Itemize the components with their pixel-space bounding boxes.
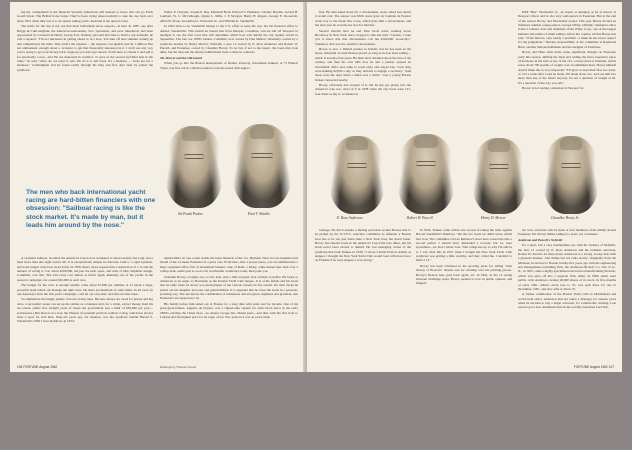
- paragraph: Chandler Hovey, at eighty-two, is tall, lean, only a little stooped, and, at times, irascible. He looks so American as an eagle, as Bostonian as the Eastern Yacht Club burgee. It is of his family and his boats that he talks when he shows you photographs of the various vessels he has owned. On their decks he points out his daughter and sons and grandchildren. It is apparent that he loves the boats in a personal, yearning way. The sun knows the combination of tenderness and arrogance, lightness and grandeur, that Easterners are supposed to be.: [160, 274, 298, 301]
- paragraph: In 1934, Yankee came within one second of taking the trials against Harold Vanderbilt's Rainbow. "On the two boats we didn't know which had won. The committee told us Rainbow's mast had crossed the line a second earlier. I should have demanded a recount, but we were sportsmen—we had a better boat. That brings me up to why I'm still in it. I was what this in 1937 when I bought the New York Yacht Club syndicate was getting a little wealthy, and they called me. I decided to build a 12.": [416, 228, 512, 263]
- portrait-illustration: [232, 124, 292, 208]
- left-lower-column-1: [17, 256, 153, 364]
- section-subhead: Mr. Mercer and the Old Guard: [160, 55, 202, 60]
- portrait-caption: E. Ross Anderson: [337, 216, 363, 220]
- portrait-illustration: [472, 138, 526, 214]
- right-lower-column-1: [315, 228, 411, 364]
- paragraph: His family before him sailed out of Boston for a long time with pride and for income. One of his great-great-fathers, Augusto de Peyster, was a clipper-ship captain for John Jacob Astor in the early 1800's, piloting the China Seas—an annual voyage into distant parts—and then with the first boat to London and the highest price for its cargo of tea. Two years in a row, in years when: [160, 301, 298, 319]
- right-column-2: [416, 10, 512, 135]
- paragraph: Several months later he and John Jacob Astor walking down Broadway in New York. Astor stopped to talk and said, "Captain, I want you to know that that chronometer cost me $100,000. Good-day." Somehow, that was the captain's chronometer.: [315, 28, 411, 46]
- paragraph: The battle for the cup is not one that most individuals never expects—at best. In 1887, one after Briggs & Cum-singham, the American team-author, Scrt. sportsman, and racer Jahrelbech, had been approached by Connecticut Henry Lerney Fort. Ramsey just said he'd like to build a cup defender, he told a reporter: "I'm not interested in getting ahead or in a boat. You take off next summer turning up and competing in the trials. This event's the expense ... the expense cost ignably just $1.1 million. But not enthusiastic enough about a 12-meter to get that financially interested in it. I don't see any way you're going to get your money back. Suppose you don't get chosen. You'll have to charter it and sell it for practically a loss—and I'm not interested in sacrifice. To give us the second and third best in the trials," he said, "After all, we want to win. We do it to sell boats. It's a business — boats are not a business." Cunningham and he found easily through his help and five days later he joined the syndicate.: [17, 24, 153, 72]
- page-folio: 106 FORTUNE August 1962: [17, 365, 58, 369]
- paragraph: Emil "Bus" Mosbacher Jr., an expert at skipping as he is known at Newport, fitted, and is also very well-known in Easterner. But at the end of the season Hovey and Mosbacher parted. This year Hovey invited an infamous number young expert, George O'Day, Olympic champion sailor in the 5.5-meter class and chairman of the O'Day Corp., one of the largest builders and sellers of small sailing craft in the country. Of this Hovey has said, "If the fellows, very nearly a problem—I think he has never respect for my judgement." Sharing responsibility at the committee is Raymond Hunt, another famous helmsman and the designer of Easterner.: [518, 10, 616, 49]
- paragraph: In 1962 there is no Vanderbilt money to the U.S. effort to keep the cup, but the financial effort to defend, Vanderbilts. This month an honest line from Intrepid, Columbia, will set sail off Newport in attempts to see the trial races that will determine which boat will defend the cup against Gretel in September. The four are 1958's winner, Columbia, now owned by Paul Mellon, Weatherly, owned by a syndicate headed by Henry Mercer; Nefertiti, a new 12 owned by E. Ross Anderson and Robert W. Purcell, and Easterner, owned by Chandler Hovey. To be fair, if not to the expert, the boats may look alike, but the men and the money behind them form a study in contrasts.: [160, 24, 298, 55]
- page-folio: FORTUNE August 1962 107: [573, 365, 614, 369]
- section-subhead: Anderson and Purcell's Nefertiti: [518, 237, 563, 242]
- portrait-illustration: [397, 134, 455, 214]
- left-column-2: [160, 10, 298, 107]
- portrait-caption: Robert W. Purcell: [407, 216, 433, 220]
- illustration-credit: Drawings by Thomas Cornell: [160, 365, 196, 369]
- paragraph: ing my comprehend is the financial Security Americans will interest to know that can go Forth Gould Street. The British horse better. They've been trying unsuccessfully to take the cup back ever since 1851 when they lost it to an upstart sailing yacht. Australia is the upstart today.: [17, 10, 153, 23]
- right-lower-column-3: [518, 228, 616, 364]
- left-page: [10, 2, 305, 372]
- paragraph: his crew, and there will be three or four members of his family aboard Easterner. Mr. Hovey thinks sailing is a sport, not a business.: [518, 228, 616, 237]
- portrait-caption: Paul V. Shields: [248, 212, 270, 216]
- portrait-caption: Chandler Hovey Jr.: [551, 216, 580, 220]
- right-column-3: [518, 10, 616, 135]
- portrait-illustration: [329, 136, 385, 214]
- paragraph: The budget for the crew is enough usually come about $7,000 per summer. A 12 needs a large, powerful team which can manage the tight crew, but there are hundreds of other items. In all races by one Kennedy's fleet the first year's campaign—and all out of pocket, and after income taxes.: [17, 283, 153, 296]
- pull-quote: The men who back international yacht racing are hard-bitten financiers with one obsession: "Sailboat racing is like the stock market. It's made by man, but it leads him around by the nose.": [26, 189, 156, 229]
- paragraph: Hovey is not renting a mansion in Newport for: [522, 86, 584, 91]
- paragraph: Hovey obviously had enough of it, but he has got plenty into the America's Cup two, most of it in 1958 when the cup boats were 12's, four times as big as 12-meters in: [315, 83, 411, 96]
- paragraph: Hovey has been criticized in the sporting press for tailing "with money of Boston's" absent; and are winning over his pitching person. Hovey's Boston base goes back again, etc. In 1961, in the 12 racing between challenge years, Hovey seemed to now in public opinion, and shipped: [416, 263, 512, 286]
- paragraph: Walter P. Chrysler, Joseph P. Day, Marshall Field, Edward S. Harkness, Charles Hayden, Gerard B. Lambert, W. C. McCullough, Ogden L. Mills, J. P. Morgan, Henry H. Rogers, George E. Roosevelt, Alfred P. Sloan, and Alfred L. Frederick W., and William K. Vanderbilt.: [160, 10, 298, 23]
- right-column-1: [315, 10, 411, 135]
- paragraph: tonnage. He did it despite a finding prevalent around Boston that to be picked by the N.Y.Y.C. selection committee as defender a Boston boat has to be not just faster than a New York boat, but much faster. Hovey has entered boats in the America's Cup trials four times, but his boats never been chosen to defend. He was managing owner of the syndicate that built Yankee in 1930; "I chose Charlie Francis Adams as skipper. I thought the New York Yacht Club would look with more favor on Frankie if he were skipper. I was wrong.": [315, 228, 411, 263]
- portrait-caption: Sir Frank Packer: [178, 212, 203, 216]
- right-lower-column-2: [416, 228, 512, 364]
- paragraph: A former commodore of the Boston Yacht Club in Marblehead and world-wide sailor, Anderson had not taken a manager for sixteen years when he decided to buy a larger schooner, for comfortable cruising. Last year he got a new aluminum mast in his recently-launched Lord Jim,: [518, 292, 616, 310]
- left-column-1: [17, 10, 153, 186]
- right-page: [307, 2, 622, 372]
- portrait-illustration: [543, 136, 599, 214]
- paragraph: memorabilia. In one corner stands the brass binnacle of the J.G. Hystank. Near it is an exquisite neat model of the 12-meter Easterner in a glass case. From here, after a proper pause, you are admitted into a huge organized office full of investment bankers. One of them, a husky, white-haired man bent over a rolltop desk, seems just as soon a bit worthwhile conference room, then joins you.: [160, 256, 298, 274]
- paragraph: Hovey and Hunt often made some significant changes on Easterner early this season, shifting the mast and adding the most expensive piece of hardware in the trial as any of the 12's, a brave mast of titanium, which saves about 700 pounds of weight over an aluminum mast. Hovey himself doesn't think this is very important: "I'll grow at least their first two trials, or 12's a week after I said he made. We made about two, and one hull two more than any of the others anyway. It's not a question of weight at all. It's a question of the way you sail.": [518, 50, 616, 85]
- paragraph: Hovey is now a limited partner in Kidder, but he has been in the heavy industrial account Boston placed as long as he has been sailing—which is seventy-four years. He must have dreamed about the turn of the century, and then his own bills how he and a partner opened an investment office and came to work early and stayed late. Soon they were making $2,000 a day, so they decided to engage a secretary. "And those were the days when a dollar was a dollar," says a young Boston broker connected nearby.: [315, 47, 411, 82]
- left-lower-column-2: [160, 256, 298, 364]
- paragraph: It's a sport, but a very businesslike one with the backers of Nefertiti, the new 12 owned by E. Ross Anderson and his business associate, Robert W. Purcell. At sixty-seven, Anderson is a strong, stocky man with a pleasant manner, who thinks but not talks slowly. Originally from the Midwest, he moved to Boston twenty-five years ago with his engineering and management-consulting firm, the Anderson-Nichols Co. Out of A.-N., in 1955, came a highly specialized electronics manufacturing division, which was spun off into a separate firm, Allen, In 1960, Allen went public, with Anderson owning 40,000 shares of its stock. In five months of early 1961, Allen's stock rose to 55, was split three for one in December, 1961, and now sells at about 19.: [518, 243, 616, 291]
- paragraph: first. He then asked Astor for a chronometer. Astor asked how much it would cost. The answer was $500. Astor gave de Capitain de Peyster went over to the Steak Stor Cone, which gave him a chronometer, and the next year he won the tea race for that line.: [315, 10, 411, 28]
- paragraph: When you go into the Boston headquarters of Kidder, Peabody, investment bankers, at 75 Federal Street, you first reach a small reception room decorated with engrav-: [160, 61, 298, 70]
- paragraph: A 12-meter sailboat, in which the America's Cup is now contested, is about seventy feet long, and a mast more than that eight stories tall. It is exceptionally simple in character, built to a rigid equation, and is the largest class boat raced today. In 1958, Rusty Sears expected the construction of a 12 and the amount of racing to cost about $200,000, but just the hull, spars, and sails of Olin Stephens' design, Columbia, cost that. The trial races cost almost as much again. Running one of the yachts in the season's campaign cost around $10,000 at each race.: [17, 256, 153, 282]
- portrait-caption: Henry D. Mercer: [481, 216, 506, 220]
- portrait-illustration: [165, 126, 223, 208]
- paragraph: So emphasizes the kingly quality of horse racing sales. Because horses are raced for purses and big wins, a successful owner can set up his stables as a business unit, for a while, extract money from his tax return. (After five straight years of losses the government sets a limit of $50,000 per year—seriousness.) But there is not even the illusion of potential profit in sailboat racing, which has always been a sport for rich men. Sixty-six years ago, for instance, was the syndicate behind Harold S. Vanderbilt's 1930 J boat, Rainbow, in 1934:: [17, 297, 153, 324]
